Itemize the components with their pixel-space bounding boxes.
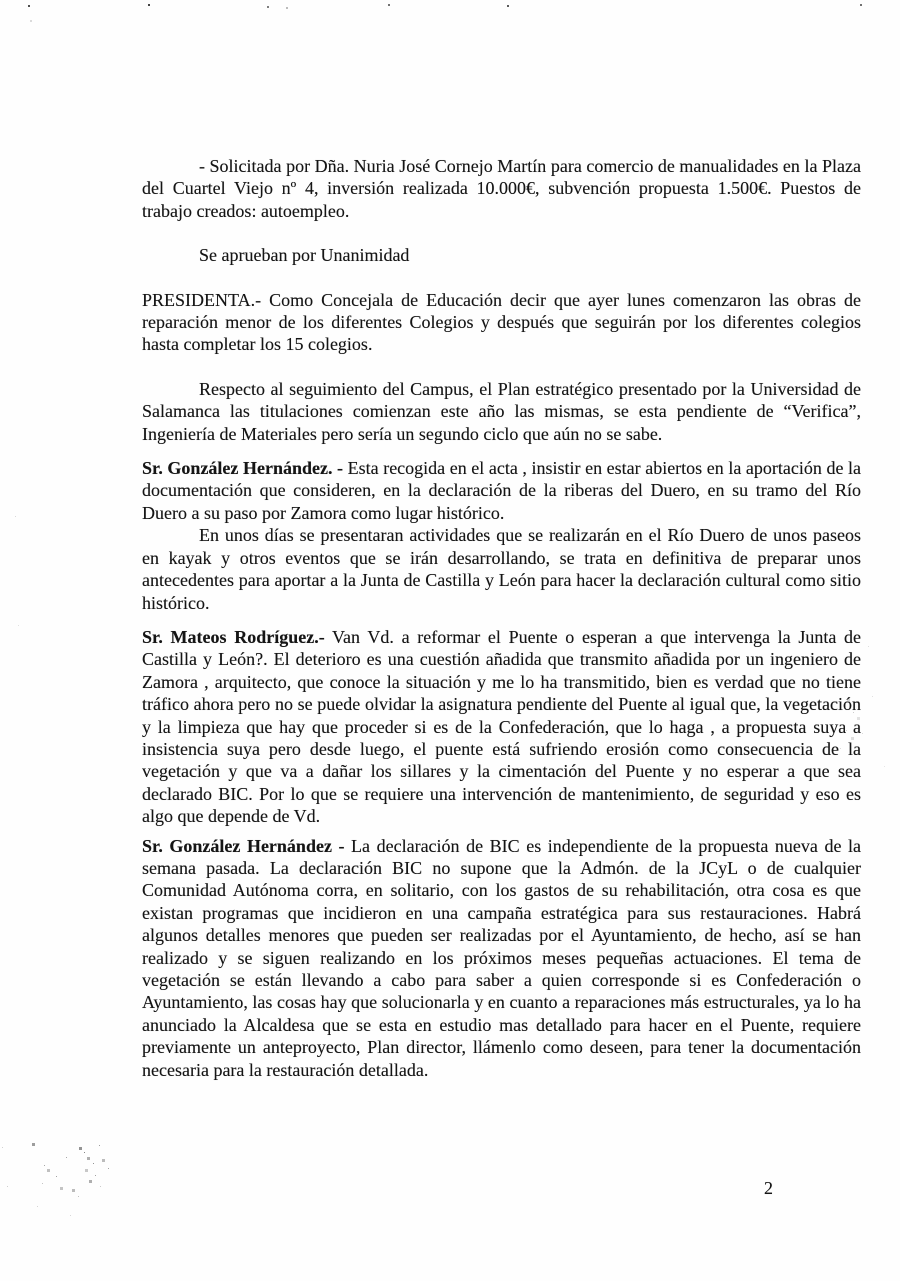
- paragraph-text: La declaración de BIC es independiente de la propuesta nueva de la semana pasada. La declaración BIC no supone que la Admón. de la JCyL o de cualquier Comunidad Autónoma corra, en solitario, con los gastos de su rehabilitación, otra cosa es que existan programas que incidieron en una campaña estratégica para sus restauraciones. Habrá algunos detalles menores que pueden ser realizadas por el Ayuntamiento, de hecho, así se han realizado y se siguen realizando en los próximos meses pequeñas actuaciones. El tema de vegetación se están llevando a cabo para saber a quien corresponde si es Confederación o Ayuntamiento, las cosas hay que solucionarla y en cuanto a reparaciones más estructurales, ya lo ha anunciado la Alcaldesa que se esta en estudio mas detallado para hacer en el Puente, requiere previamente un anteproyecto, Plan director, llámenlo como deseen, para tener la documentación necesaria para la restauración detallada.: [142, 835, 862, 1080]
- document-text: [142, 155, 861, 1081]
- paragraph-text: Esta recogida en el acta , insistir en estar abiertos en la aportación de la documentación que consideren, en la declaración de la riberas del Duero, en su tramo del Río Duero a su paso por Zamora como lugar histórico.: [142, 458, 861, 523]
- speaker-name: Sr. González Hernández. -: [142, 458, 344, 479]
- paragraph-gonzalez-hernandez-2: [142, 835, 861, 1081]
- paragraph-text: Van Vd. a reformar el Puente o esperan a que intervenga la Junta de Castilla y León?. El deterioro es una cuestión añadida que transmito añadida por un ingeniero de Zamora , arquitecto, que conoce la situación y me lo ha transmitido, bien es verdad que no tiene tráfico ahora pero no se puede olvidar la asignatura pendiente del Puente al igual que, la vegetación y la limpieza que hay que proceder si es de la Confederación, que lo haga , a propuesta suya a insistencia suya pero desde luego, el puente está sufriendo erosión como consecuencia de la vegetación y que va a dañar los sillares y la cimentación del Puente y no esperar a que sea declarado BIC. Por lo que se requiere una intervención de mantenimiento, de seguridad y eso es algo que depende de Vd.: [142, 626, 861, 827]
- paragraph-mateos-rodriguez: [142, 626, 861, 828]
- speaker-name: Sr. Mateos Rodríguez.-: [142, 626, 325, 647]
- scan-noise-right: [0, 0, 1, 1]
- page-number: 2: [764, 1178, 773, 1198]
- paragraph-gonzalez-hernandez-1: [142, 457, 861, 524]
- speaker-name: Sr. González Hernández -: [142, 835, 345, 856]
- paragraph-rio-duero: En unos días se presentaran actividades que se realizarán en el Río Duero de unos paseos en kayak y otros eventos que se irán desarrollando, se trata en definitiva de preparar unos antecedentes para aportar a la Junta de Castilla y León para hacer la declaración cultural como sitio histórico.: [142, 525, 861, 613]
- paragraph-presidenta: PRESIDENTA.- Como Concejala de Educación decir que ayer lunes comenzaron las obras de reparación menor de los diferentes Colegios y después que seguirán por los diferentes colegios hasta completar los 15 colegios.: [142, 289, 861, 355]
- paragraph-grant-request: - Solicitada por Dña. Nuria José Cornejo Martín para comercio de manualidades en la Plaza del Cuartel Viejo nº 4, inversión realizada 10.000€, subvención propuesta 1.500€. Puestos de trabajo creados: autoempleo.: [142, 156, 861, 221]
- paragraph-approval: Se aprueban por Unanimidad: [199, 245, 410, 266]
- paragraph-campus: Respecto al seguimiento del Campus, el Plan estratégico presentado por la Universidad de Salamanca las titulaciones comienzan este año las mismas, se esta pendiente de “Verifica”, Ingeniería de Materiales pero sería un segundo ciclo que aún no se sabe.: [142, 378, 861, 444]
